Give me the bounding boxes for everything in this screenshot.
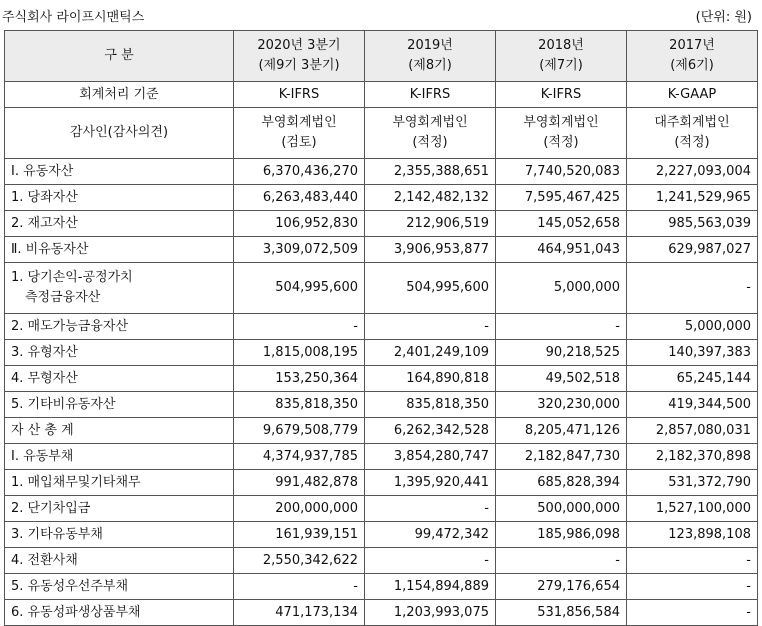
column-header-year: 2018년 (538, 38, 584, 53)
table-cell (234, 108, 365, 159)
table-cell: 185,986,098 (496, 522, 627, 548)
table-cell: 1,203,993,075 (365, 600, 496, 626)
table-cell: 685,828,394 (496, 470, 627, 496)
table-cell: 531,856,584 (496, 600, 627, 626)
row-label: 자 산 총 계 (5, 418, 234, 444)
audit-opinion: (검토) (281, 135, 317, 150)
table-cell: 212,906,519 (365, 211, 496, 237)
table-cell: 3,854,280,747 (365, 444, 496, 470)
table-cell: 629,987,027 (627, 237, 758, 263)
table-cell: 2,355,388,651 (365, 159, 496, 185)
table-cell: 140,397,383 (627, 340, 758, 366)
auditor-row (5, 108, 758, 159)
table-cell: 1,527,100,000 (627, 496, 758, 522)
column-header-2017 (627, 31, 758, 82)
table-row (5, 237, 758, 263)
table-cell: 3,309,072,509 (234, 237, 365, 263)
row-label: Ⅱ. 비유동자산 (5, 237, 234, 263)
table-cell: - (365, 496, 496, 522)
table-cell: 6,262,342,528 (365, 418, 496, 444)
table-row (5, 496, 758, 522)
table-cell: 279,176,654 (496, 574, 627, 600)
table-row (5, 340, 758, 366)
table-row (5, 159, 758, 185)
total-assets-row (5, 418, 758, 444)
table-header-row (5, 31, 758, 82)
table-cell: - (627, 574, 758, 600)
column-header-period: (제9기 3분기) (258, 58, 340, 73)
table-cell: 419,344,500 (627, 392, 758, 418)
column-header-period: (제8기) (408, 58, 452, 73)
table-cell: 65,245,144 (627, 366, 758, 392)
table-cell: 2,142,482,132 (365, 185, 496, 211)
row-label: Ⅰ. 유동자산 (5, 159, 234, 185)
table-cell: 2,182,370,898 (627, 444, 758, 470)
table-row (5, 366, 758, 392)
column-header-period: (제6기) (670, 58, 714, 73)
table-cell: 835,818,350 (365, 392, 496, 418)
table-cell: 145,052,658 (496, 211, 627, 237)
company-name: 주식회사 라이프시맨틱스 (2, 10, 145, 25)
table-cell: 1,154,894,889 (365, 574, 496, 600)
table-cell: 835,818,350 (234, 392, 365, 418)
column-header-category (5, 31, 234, 82)
row-label: 회계처리 기준 (5, 82, 234, 108)
row-label: 1. 당좌자산 (5, 185, 234, 211)
table-cell: 164,890,818 (365, 366, 496, 392)
table-cell: - (627, 600, 758, 626)
audit-opinion: (적정) (674, 135, 710, 150)
table-row (5, 600, 758, 626)
table-cell: 49,502,518 (496, 366, 627, 392)
table-cell: 7,595,467,425 (496, 185, 627, 211)
auditor-name: 대주회계법인 (654, 115, 730, 130)
table-cell: 161,939,151 (234, 522, 365, 548)
table-cell: 99,472,342 (365, 522, 496, 548)
table-row (5, 548, 758, 574)
table-row (5, 211, 758, 237)
audit-opinion: (적정) (543, 135, 579, 150)
column-header-2019 (365, 31, 496, 82)
column-header-year: 2020년 3분기 (257, 38, 341, 53)
table-cell: 8,205,471,126 (496, 418, 627, 444)
row-label: Ⅰ. 유동부채 (5, 444, 234, 470)
table-cell: - (365, 314, 496, 340)
table-cell: 2,227,093,004 (627, 159, 758, 185)
column-header-2018 (496, 31, 627, 82)
table-row (5, 314, 758, 340)
table-cell: 6,370,436,270 (234, 159, 365, 185)
table-cell: 985,563,039 (627, 211, 758, 237)
table-cell: - (365, 548, 496, 574)
auditor-name: 부영회계법인 (261, 115, 337, 130)
column-header-period: (제7기) (539, 58, 583, 73)
table-row (5, 574, 758, 600)
row-label: 5. 기타비유동자산 (5, 392, 234, 418)
table-cell: K-IFRS (365, 82, 496, 108)
table-cell: 2,182,847,730 (496, 444, 627, 470)
table-cell: 3,906,953,877 (365, 237, 496, 263)
column-header-label: 구 분 (104, 48, 134, 63)
unit-label: (단위: 원) (695, 10, 752, 25)
table-cell: K-IFRS (496, 82, 627, 108)
row-label: 5. 유동성우선주부채 (5, 574, 234, 600)
audit-opinion: (적정) (412, 135, 448, 150)
report-header (0, 0, 762, 30)
row-label-line1: 1. 당기손익-공정가치 (11, 270, 133, 285)
table-row (5, 185, 758, 211)
table-cell: - (496, 548, 627, 574)
row-label: 2. 매도가능금융자산 (5, 314, 234, 340)
table-row (5, 392, 758, 418)
table-cell (627, 108, 758, 159)
table-cell: - (234, 574, 365, 600)
row-label: 4. 전환사채 (5, 548, 234, 574)
row-label (5, 263, 234, 314)
table-cell: 200,000,000 (234, 496, 365, 522)
table-cell: 504,995,600 (234, 263, 365, 314)
row-label: 3. 유형자산 (5, 340, 234, 366)
table-cell: 90,218,525 (496, 340, 627, 366)
column-header-2020q3 (234, 31, 365, 82)
table-cell: 500,000,000 (496, 496, 627, 522)
table-cell: 320,230,000 (496, 392, 627, 418)
row-label: 1. 매입채무및기타채무 (5, 470, 234, 496)
table-cell: 991,482,878 (234, 470, 365, 496)
column-header-year: 2017년 (669, 38, 715, 53)
table-cell: 5,000,000 (496, 263, 627, 314)
accounting-standard-row (5, 82, 758, 108)
table-cell: - (627, 548, 758, 574)
table-cell: K-IFRS (234, 82, 365, 108)
table-cell (365, 108, 496, 159)
row-label: 2. 단기차입금 (5, 496, 234, 522)
table-cell: 9,679,508,779 (234, 418, 365, 444)
table-cell: 2,857,080,031 (627, 418, 758, 444)
auditor-name: 부영회계법인 (523, 115, 599, 130)
auditor-name: 부영회계법인 (392, 115, 468, 130)
column-header-year: 2019년 (407, 38, 453, 53)
table-cell: 504,995,600 (365, 263, 496, 314)
table-cell: 5,000,000 (627, 314, 758, 340)
table-cell: 6,263,483,440 (234, 185, 365, 211)
table-cell: 1,395,920,441 (365, 470, 496, 496)
table-row (5, 522, 758, 548)
table-cell: K-GAAP (627, 82, 758, 108)
row-label: 감사인(감사의견) (5, 108, 234, 159)
table-cell: 1,815,008,195 (234, 340, 365, 366)
row-label: 3. 기타유동부채 (5, 522, 234, 548)
table-cell: 531,372,790 (627, 470, 758, 496)
row-label: 4. 무형자산 (5, 366, 234, 392)
table-cell: 153,250,364 (234, 366, 365, 392)
table-cell: 471,173,134 (234, 600, 365, 626)
row-label-line2: 측정금융자산 (25, 290, 101, 305)
table-cell: 1,241,529,965 (627, 185, 758, 211)
table-cell: 2,401,249,109 (365, 340, 496, 366)
table-row (5, 444, 758, 470)
table-cell: 2,550,342,622 (234, 548, 365, 574)
table-cell: - (496, 314, 627, 340)
table-cell: 4,374,937,785 (234, 444, 365, 470)
financial-summary-table (4, 30, 758, 626)
row-label: 6. 유동성파생상품부채 (5, 600, 234, 626)
row-label: 2. 재고자산 (5, 211, 234, 237)
table-cell: - (627, 263, 758, 314)
table-cell (496, 108, 627, 159)
table-row (5, 263, 758, 314)
table-cell: 106,952,830 (234, 211, 365, 237)
table-cell: - (234, 314, 365, 340)
table-cell: 7,740,520,083 (496, 159, 627, 185)
table-cell: 464,951,043 (496, 237, 627, 263)
table-cell: 123,898,108 (627, 522, 758, 548)
table-row (5, 470, 758, 496)
